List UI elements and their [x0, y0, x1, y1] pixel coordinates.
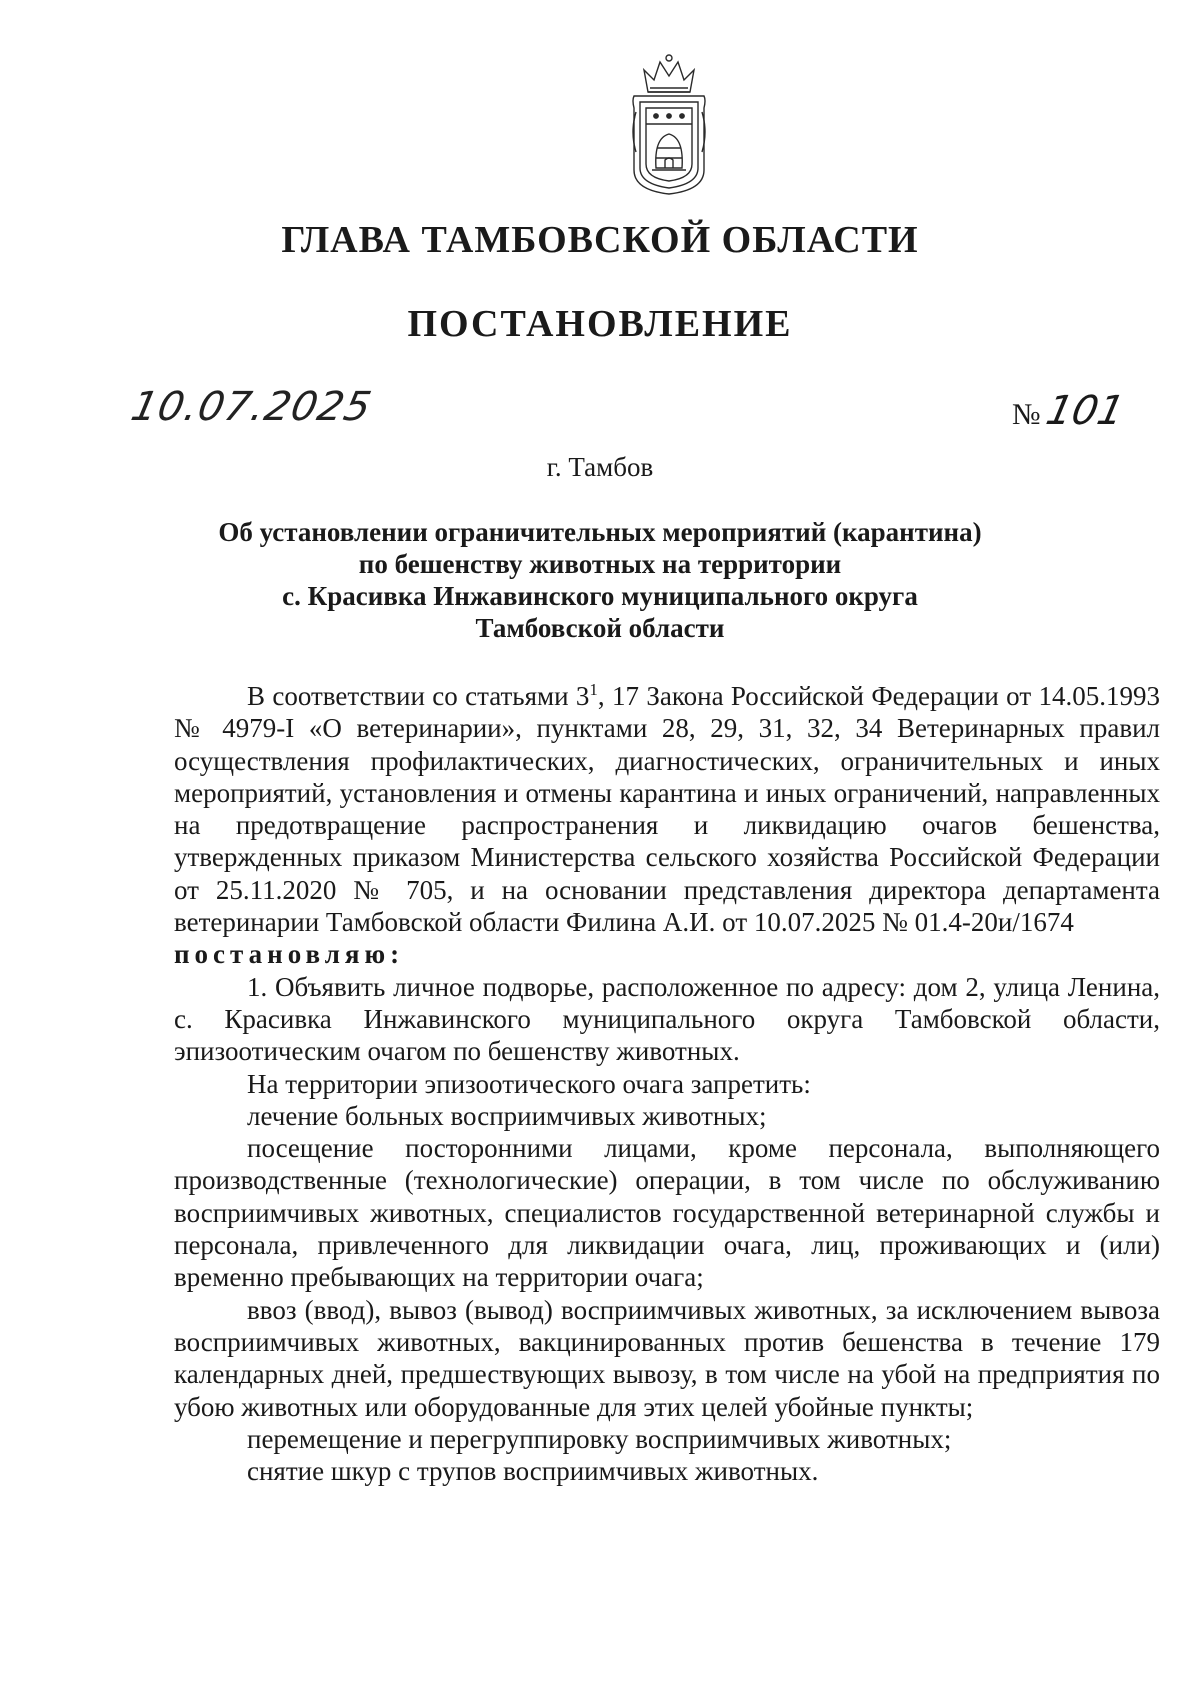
- subject-line: Тамбовской области: [475, 613, 725, 643]
- coat-of-arms-icon: [624, 52, 714, 197]
- subject-line: по бешенству животных на территории: [358, 549, 842, 579]
- decree-colon: :: [390, 939, 400, 970]
- preamble-text-end: , 17 Закона Российской Федерации от 14.05.1993 № 4979-I «О ветеринарии», пунктами 28, 29, 31, 32, 34 Ветеринарных правил осуществления профилактических, диагностических, ограничительных и иных мероприятий, установления и отмены карантина и иных ограничений, направленных на предотвращение распространения и ликвидацию очагов бешенства, утвержденных приказом Министерства сельского хозяйства Российской Федерации от 25.11.2020 № 705, и на основании представления директора департамента ветеринарии Тамбовской области Филина А.И. от 10.07.2025 № 01.4-20и/1674: [174, 681, 1160, 938]
- document-number: 101: [1041, 388, 1128, 434]
- document-number-block: [1012, 388, 1128, 434]
- number-sign: №: [1012, 398, 1041, 431]
- document-date: 10.07.2025: [127, 384, 376, 430]
- prohibitions-intro: На территории эпизоотического очага запретить:: [247, 1068, 811, 1099]
- subject-line: с. Красивка Инжавинского муниципального округа: [282, 581, 918, 611]
- preamble-text-start: В соответствии со статьями 3: [247, 681, 590, 711]
- decree-line: [174, 938, 1160, 970]
- document-subject: [0, 516, 1200, 644]
- prohibition-item: ввоз (ввод), вывоз (вывод) восприимчивых животных, за исключением вывоза восприимчивых животных, вакцинированных против бешенства в течение 179 календарных дней, предшествующих вывозу, в том числе на убой на предприятия по убою животных или оборудованные для этих целей убойные пункты;: [174, 1294, 1160, 1422]
- prohibition-item: снятие шкур с трупов восприимчивых животных.: [247, 1456, 819, 1487]
- subject-line: Об установлении ограничительных мероприятий (карантина): [218, 517, 982, 547]
- article-superscript: 1: [589, 680, 598, 699]
- document-body: [174, 680, 1160, 1487]
- preamble-paragraph: [174, 680, 1160, 938]
- prohibition-item: перемещение и перегруппировку восприимчивых животных;: [247, 1423, 952, 1454]
- city-line: г. Тамбов: [546, 452, 654, 482]
- prohibition-item: лечение больных восприимчивых животных;: [247, 1100, 767, 1131]
- prohibition-item: посещение посторонними лицами, кроме персонала, выполняющего производственные (технологические) операции, в том числе по обслуживанию восприимчивых животных, специалистов государственной ветеринарной службы и персонала, привлеченного для ликвидации очага, лиц, проживающих и (или) временно пребывающих на территории очага;: [174, 1133, 1160, 1293]
- authority-title: ГЛАВА ТАМБОВСКОЙ ОБЛАСТИ: [281, 219, 919, 261]
- decree-word: постановляю: [174, 939, 391, 970]
- document-type-title: ПОСТАНОВЛЕНИЕ: [407, 303, 793, 345]
- clause-1-paragraph: 1. Объявить личное подворье, расположенное по адресу: дом 2, улица Ленина, с. Красивка Инжавинского муниципального округа Тамбовской области, эпизоотическим очагом по бешенству животных.: [174, 971, 1160, 1067]
